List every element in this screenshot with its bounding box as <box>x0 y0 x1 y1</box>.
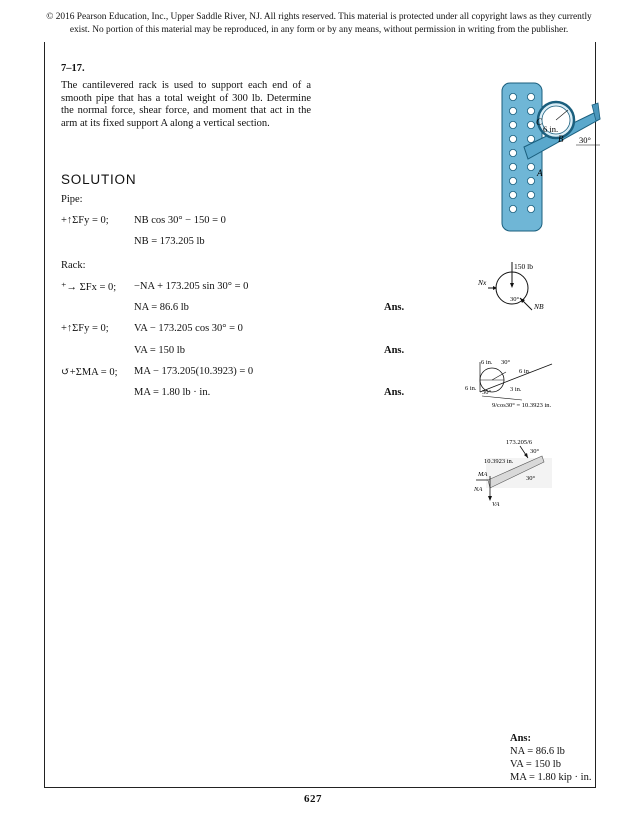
arm-30: 30° <box>530 448 540 455</box>
arm-ma: MA <box>478 471 488 478</box>
label-c: C <box>536 117 543 127</box>
copyright-line-2: exist. No portion of this material may be reproduced, in any form or by any means, without permission in writing from the publisher. <box>69 25 569 35</box>
arm-fbd-figure <box>468 436 558 512</box>
geo-bottom: 9/cos30° = 10.3923 in. <box>492 402 552 409</box>
geo-top-30: 30° <box>501 359 511 366</box>
geo-left-6in: 6 in. <box>465 385 477 392</box>
solution-heading: SOLUTION <box>61 172 137 187</box>
rack-eq6: MA = 1.80 lb · in. <box>134 387 211 398</box>
ans-va: Ans. <box>384 345 405 356</box>
label-nx: Nx <box>478 278 487 287</box>
rack-eq5-lhs: ↺+ΣMA = 0; <box>61 367 118 378</box>
pipe-label: Pipe: <box>61 194 83 205</box>
rack-eq4: VA = 150 lb <box>134 345 185 356</box>
rack-figure <box>480 75 605 235</box>
pipe-eq1-lhs: +↑ΣFy = 0; <box>61 215 109 226</box>
arm-dist: 10.3923 in. <box>484 458 514 465</box>
copyright-line-1: © 2016 Pearson Education, Inc., Upper Saddle River, NJ. All rights reserved. This material is protected under all copyright laws as they currently <box>46 12 592 22</box>
summary-va: VA = 150 lb <box>510 759 561 770</box>
geo-3in: 3 in. <box>510 386 522 393</box>
label-6in: 6 in. <box>543 124 559 134</box>
rack-eq2: NA = 86.6 lb <box>134 302 189 313</box>
label-a: A <box>537 168 543 178</box>
label-nb: NB <box>534 302 544 311</box>
ans-ma: Ans. <box>384 387 405 398</box>
copyright-notice <box>22 11 616 37</box>
label-150lb: 150 lb <box>514 262 533 271</box>
pipe-fbd-figure <box>470 260 560 320</box>
label-fbd-30: 30° <box>510 296 520 303</box>
rack-eq1-lhs: ⁺→ ΣFx = 0; <box>61 282 117 293</box>
arm-30-2: 30° <box>526 475 536 482</box>
pipe-eq1-rhs: NB cos 30° − 150 = 0 <box>134 215 226 226</box>
geo-right-6in: 6 in. <box>519 368 531 375</box>
rack-eq5-rhs: MA − 173.205(10.3923) = 0 <box>134 366 254 377</box>
ans-na: Ans. <box>384 302 405 313</box>
rack-eq1-rhs: −NA + 173.205 sin 30° = 0 <box>134 281 249 292</box>
rack-eq3-rhs: VA − 173.205 cos 30° = 0 <box>134 323 243 334</box>
arm-na: NA <box>474 486 483 493</box>
page-number: 627 <box>304 793 322 805</box>
summary-na: NA = 86.6 lb <box>510 746 565 757</box>
summary-heading: Ans: <box>510 733 532 744</box>
problem-number: 7–17. <box>61 63 85 74</box>
arm-va: VA <box>492 501 500 508</box>
pipe-eq2: NB = 173.205 lb <box>134 236 205 247</box>
rack-eq3-lhs: +↑ΣFy = 0; <box>61 323 109 334</box>
geo-left-30: 30° <box>482 389 492 396</box>
arm-force: 173.205/6 <box>506 439 533 446</box>
summary-ma: MA = 1.80 kip · in. <box>510 772 592 783</box>
geometry-figure <box>462 352 572 414</box>
label-30deg: 30° <box>579 135 591 145</box>
geo-top-6in: 6 in. <box>481 359 493 366</box>
answer-summary <box>510 732 591 784</box>
rack-label: Rack: <box>61 260 86 271</box>
label-b: B <box>558 134 564 144</box>
problem-statement: The cantilevered rack is used to support each end of a smooth pipe that has a total weight of 300 lb. Determine the normal force, shear force, and moment that act in the arm at its fixed support A along a vertical section. <box>61 80 311 129</box>
